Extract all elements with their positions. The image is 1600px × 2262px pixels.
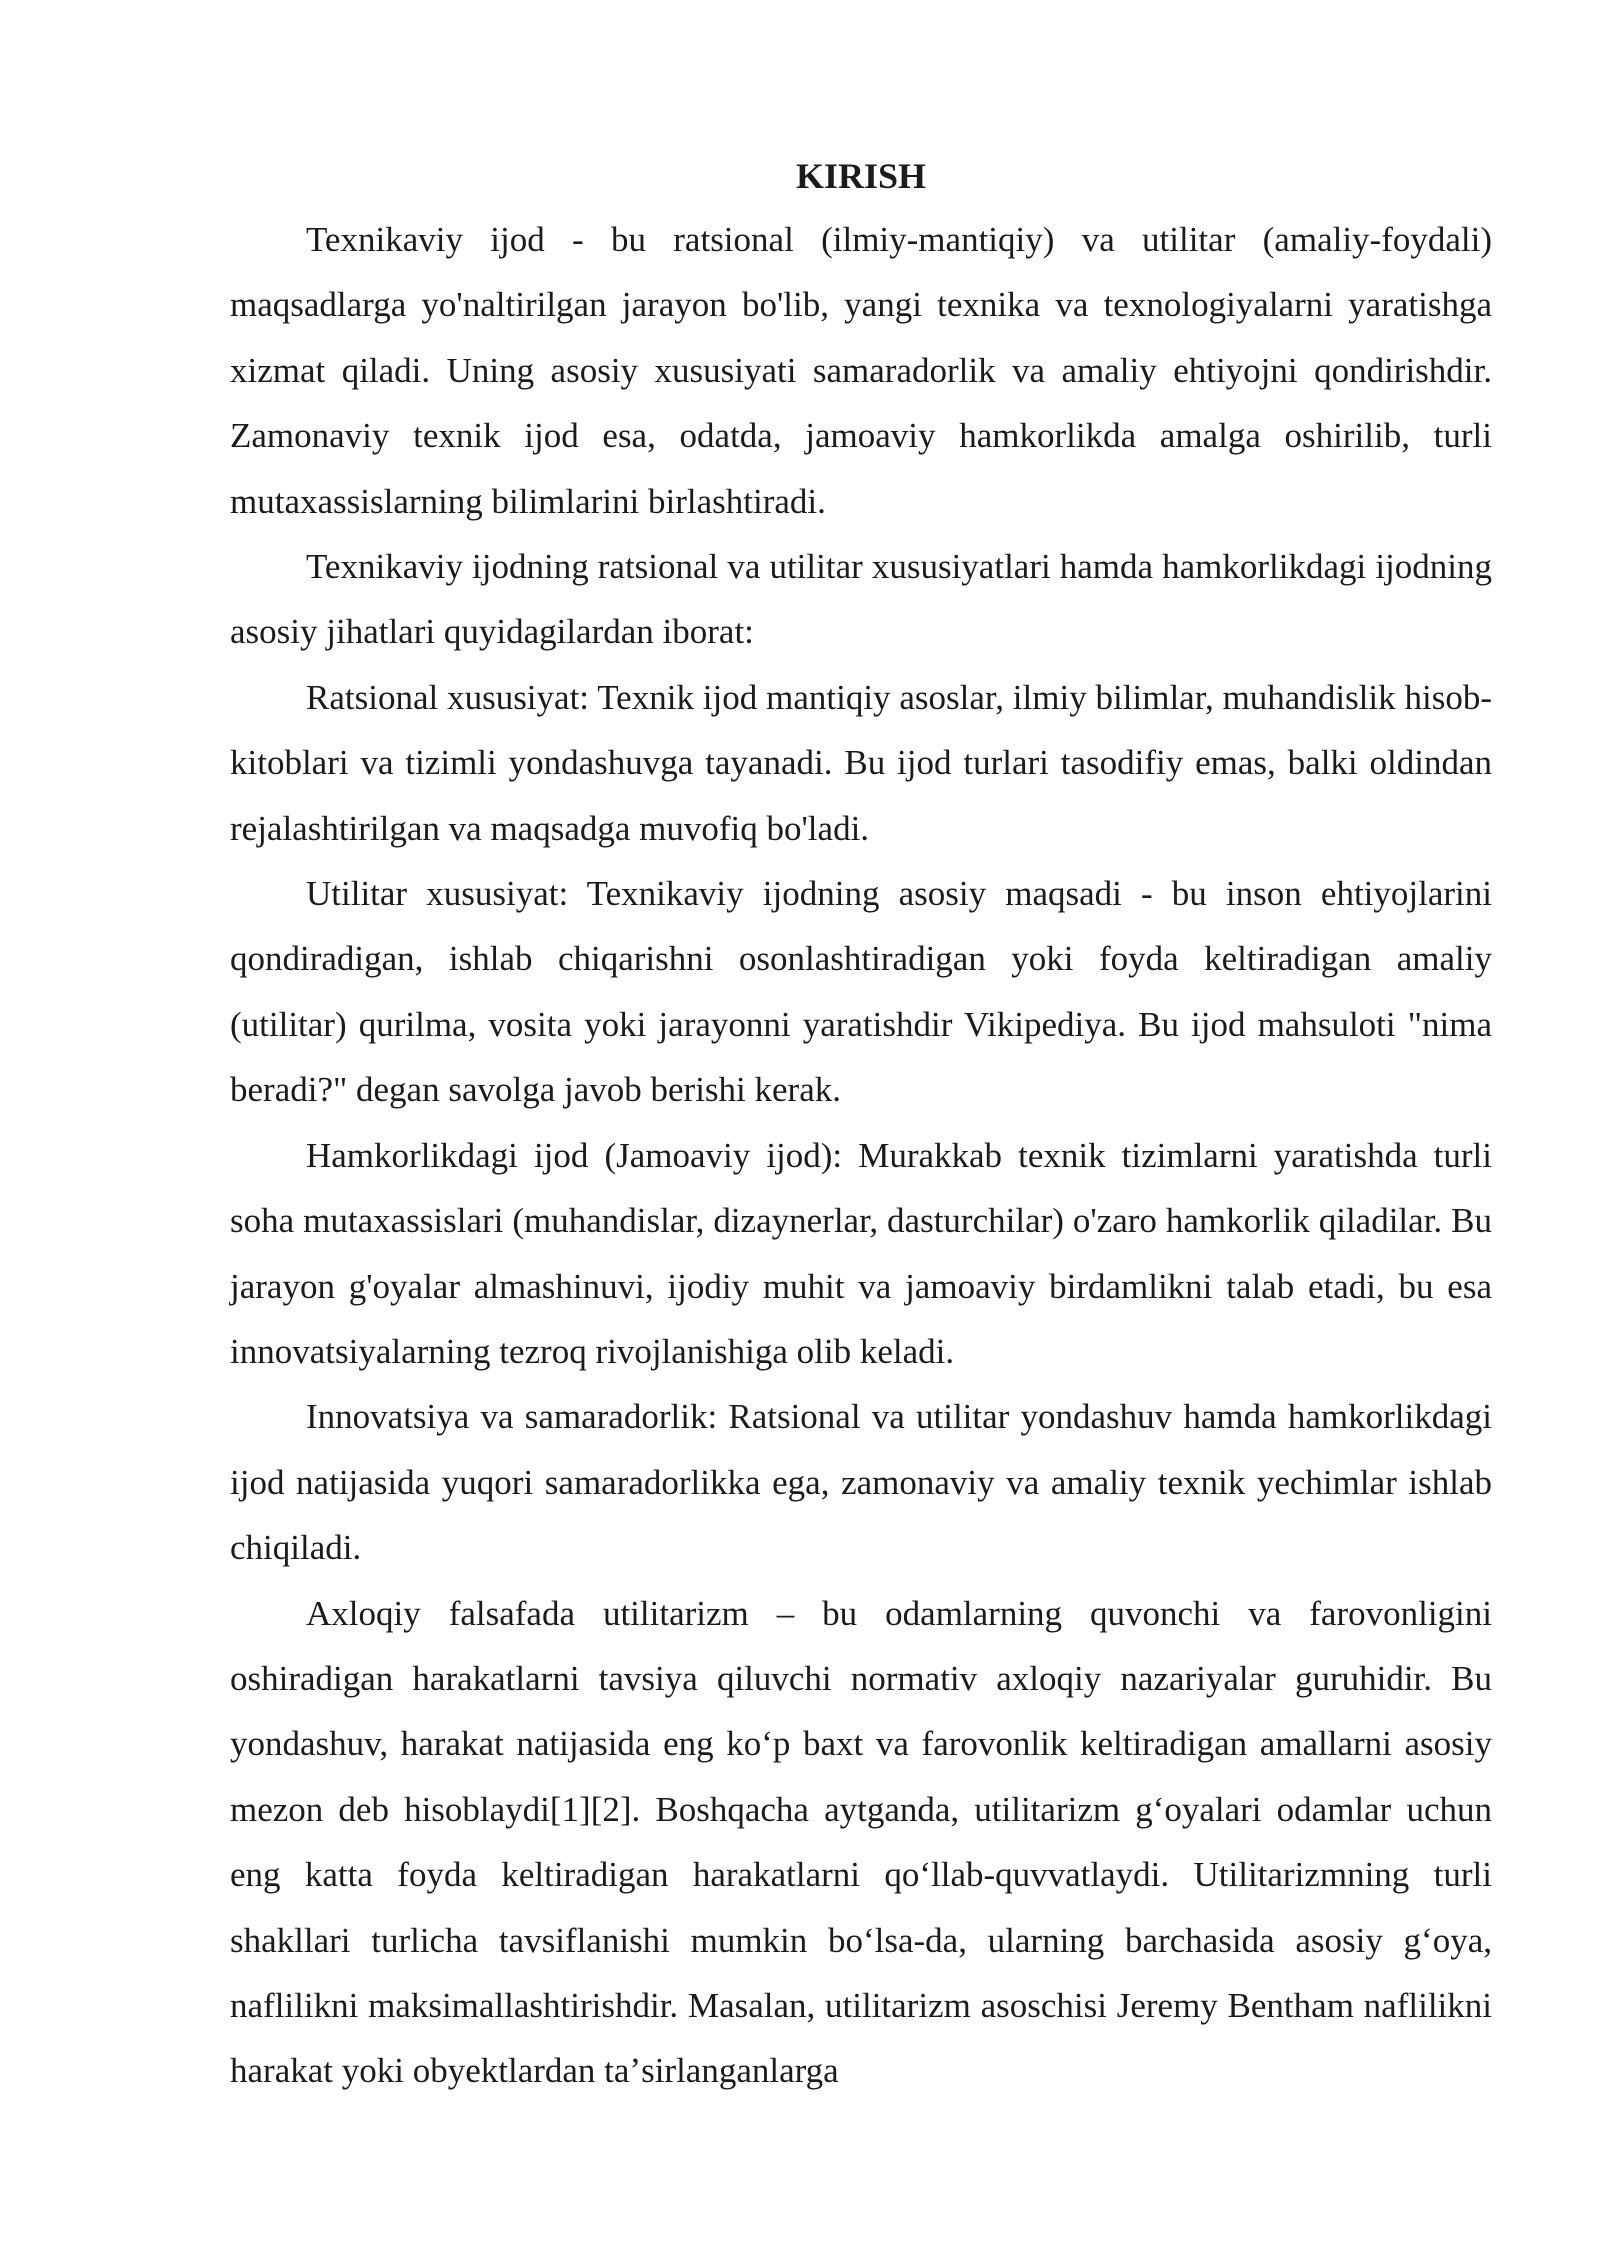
page-content [230,145,1492,2104]
paragraph-hamkorlikdagi-ijod: Hamkorlikdagi ijod (Jamoaviy ijod): Murakkab texnik tizimlarni yaratishda turli soha mutaxassislari (muhandislar, dizaynerlar, dasturchilar) o'zaro hamkorlik qiladilar. Bu jarayon g'oyalar almashinuvi, ijodiy muhit va jamoaviy birdamlikni talab etadi, bu esa innovatsiyalarning tezroq rivojlanishiga olib keladi. [230,1135,1492,1371]
paragraph-utilitarizm: Axloqiy falsafada utilitarizm – bu odamlarning quvonchi va farovonligini oshiradigan harakatlarni tavsiya qiluvchi normativ axloqiy nazariyalar guruhidir. Bu yondashuv, harakat natijasida eng koʻp baxt va farovonlik keltiradigan amallarni asosiy mezon deb hisoblaydi[1][2]. Boshqacha aytganda, utilitarizm gʻoyalari odamlar uchun eng katta foyda keltiradigan harakatlarni qoʻllab-quvvatlaydi. Utilitarizmning turli shakllari turlicha tavsiflanishi mumkin boʻlsa-da, ularning barchasida asosiy gʻoya, naflilikni maksimallashtirishdir. Masalan, utilitarizm asoschisi Jeremy Bentham naflilikni harakat yoki obyektlardan taʼsirlanganlarga [230,1593,1492,2091]
paragraph-ratsional-utilitar-intro: Texnikaviy ijodning ratsional va utilitar xususiyatlari hamda hamkorlikdagi ijodning asosiy jihatlari quyidagilardan iborat: [230,547,1492,652]
document-title: KIRISH [795,156,927,196]
paragraph-ratsional-xususiyat: Ratsional xususiyat: Texnik ijod mantiqiy asoslar, ilmiy bilimlar, muhandislik hisob-kitoblari va tizimli yondashuvga tayanadi. Bu ijod turlari tasodifiy emas, balki oldindan rejalashtirilgan va maqsadga muvofiq bo'ladi. [230,677,1492,848]
paragraph-utilitar-xususiyat: Utilitar xususiyat: Texnikaviy ijodning asosiy maqsadi - bu inson ehtiyojlarini qondiradigan, ishlab chiqarishni osonlashtiradigan yoki foyda keltiradigan amaliy (utilitar) qurilma, vosita yoki jarayonni yaratishdir Vikipediya. Bu ijod mahsuloti "nima beradi?" degan savolga javob berishi kerak. [230,874,1492,1110]
paragraph-texnikaviy-ijod: Texnikaviy ijod - bu ratsional (ilmiy-mantiqiy) va utilitar (amaliy-foydali) maqsadlarga yo'naltirilgan jarayon bo'lib, yangi texnika va texnologiyalarni yaratishga xizmat qiladi. Uning asosiy xususiyati samaradorlik va amaliy ehtiyojni qondirishdir. Zamonaviy texnik ijod esa, odatda, jamoaviy hamkorlikda amalga oshirilib, turli mutaxassislarning bilimlarini birlashtiradi. [230,220,1492,521]
paragraph-innovatsiya: Innovatsiya va samaradorlik: Ratsional va utilitar yondashuv hamda hamkorlikdagi ijod natijasida yuqori samaradorlikka ega, zamonaviy va amaliy texnik yechimlar ishlab chiqiladi. [230,1397,1492,1568]
